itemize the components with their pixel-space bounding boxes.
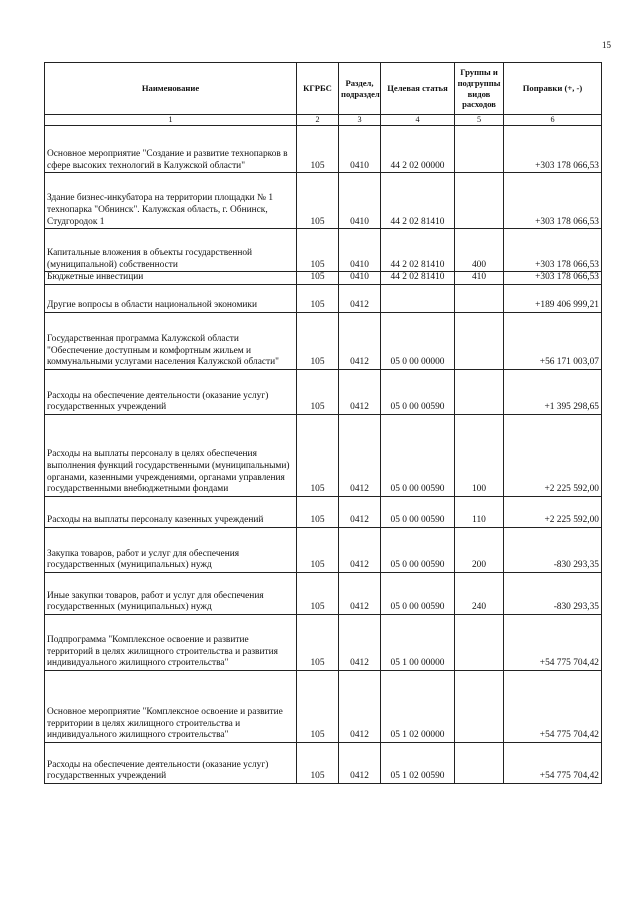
row-group: 100 <box>455 415 504 497</box>
row-target: 05 1 02 00590 <box>381 743 455 784</box>
table-row <box>45 671 602 743</box>
column-number: 5 <box>455 115 504 126</box>
column-number: 4 <box>381 115 455 126</box>
row-group <box>455 285 504 313</box>
row-name: Здание бизнес-инкубатора на территории площадки № 1 технопарка "Обнинск". Калужская область, г. Обнинск, Студгородок 1 <box>45 173 297 229</box>
row-section: 0412 <box>339 313 381 370</box>
row-section: 0412 <box>339 573 381 615</box>
row-amount: +189 406 999,21 <box>504 285 602 313</box>
row-kgrbs: 105 <box>297 229 339 272</box>
column-number: 1 <box>45 115 297 126</box>
row-target: 44 2 02 81410 <box>381 272 455 285</box>
table-row <box>45 615 602 671</box>
row-kgrbs: 105 <box>297 415 339 497</box>
header-amendments: Поправки (+, -) <box>504 63 602 115</box>
row-group <box>455 743 504 784</box>
row-target: 05 1 00 00000 <box>381 615 455 671</box>
row-section: 0412 <box>339 528 381 573</box>
row-kgrbs: 105 <box>297 743 339 784</box>
row-name: Государственная программа Калужской области "Обеспечение доступным и комфортным жильем и коммунальными услугами населения Калужской области" <box>45 313 297 370</box>
row-name: Иные закупки товаров, работ и услуг для обеспечения государственных (муниципальных) нужд <box>45 573 297 615</box>
row-name: Основное мероприятие "Комплексное освоение и развитие территории в целях жилищного строительства и индивидуального жилищного строительства" <box>45 671 297 743</box>
row-amount: +303 178 066,53 <box>504 126 602 173</box>
row-kgrbs: 105 <box>297 272 339 285</box>
table-row <box>45 285 602 313</box>
row-kgrbs: 105 <box>297 126 339 173</box>
column-number: 2 <box>297 115 339 126</box>
table-row <box>45 528 602 573</box>
table-row <box>45 573 602 615</box>
row-amount: +56 171 003,07 <box>504 313 602 370</box>
table-row <box>45 743 602 784</box>
row-kgrbs: 105 <box>297 528 339 573</box>
header-groups: Группы и подгруппы видов расходов <box>455 63 504 115</box>
row-amount: +54 775 704,42 <box>504 671 602 743</box>
row-section: 0412 <box>339 285 381 313</box>
table-row <box>45 126 602 173</box>
row-kgrbs: 105 <box>297 370 339 415</box>
row-amount: +2 225 592,00 <box>504 497 602 528</box>
row-name: Закупка товаров, работ и услуг для обеспечения государственных (муниципальных) нужд <box>45 528 297 573</box>
row-section: 0412 <box>339 743 381 784</box>
row-target: 44 2 02 00000 <box>381 126 455 173</box>
table-row <box>45 497 602 528</box>
header-target: Целевая статья <box>381 63 455 115</box>
row-kgrbs: 105 <box>297 671 339 743</box>
row-section: 0412 <box>339 370 381 415</box>
header-name: Наименование <box>45 63 297 115</box>
row-name: Подпрограмма "Комплексное освоение и развитие территорий в целях жилищного строительства и развития индивидуального жилищного строительства" <box>45 615 297 671</box>
row-name: Расходы на выплаты персоналу казенных учреждений <box>45 497 297 528</box>
row-kgrbs: 105 <box>297 615 339 671</box>
row-section: 0410 <box>339 173 381 229</box>
row-group: 110 <box>455 497 504 528</box>
header-row <box>45 63 602 115</box>
row-amount: +54 775 704,42 <box>504 615 602 671</box>
row-target: 05 0 00 00590 <box>381 528 455 573</box>
header-section: Раздел, подраздел <box>339 63 381 115</box>
row-group <box>455 615 504 671</box>
row-amount: -830 293,35 <box>504 573 602 615</box>
row-kgrbs: 105 <box>297 173 339 229</box>
row-target: 44 2 02 81410 <box>381 173 455 229</box>
table-row <box>45 173 602 229</box>
row-section: 0410 <box>339 126 381 173</box>
row-target: 05 0 00 00590 <box>381 497 455 528</box>
table-row <box>45 370 602 415</box>
row-section: 0412 <box>339 415 381 497</box>
row-group <box>455 173 504 229</box>
table-row <box>45 313 602 370</box>
row-amount: +303 178 066,53 <box>504 229 602 272</box>
row-amount: +54 775 704,42 <box>504 743 602 784</box>
row-group <box>455 370 504 415</box>
budget-amendments-table <box>44 62 602 784</box>
column-number-row <box>45 115 602 126</box>
row-amount: +303 178 066,53 <box>504 173 602 229</box>
table-row <box>45 272 602 285</box>
table-row <box>45 415 602 497</box>
row-name: Другие вопросы в области национальной экономики <box>45 285 297 313</box>
table-row <box>45 229 602 272</box>
row-target: 05 1 02 00000 <box>381 671 455 743</box>
row-target: 05 0 00 00000 <box>381 313 455 370</box>
row-kgrbs: 105 <box>297 573 339 615</box>
row-group: 410 <box>455 272 504 285</box>
column-number: 3 <box>339 115 381 126</box>
row-target <box>381 285 455 313</box>
row-section: 0412 <box>339 671 381 743</box>
row-amount: +303 178 066,53 <box>504 272 602 285</box>
row-target: 44 2 02 81410 <box>381 229 455 272</box>
row-amount: +1 395 298,65 <box>504 370 602 415</box>
row-section: 0412 <box>339 615 381 671</box>
row-target: 05 0 00 00590 <box>381 415 455 497</box>
page-number: 15 <box>602 40 611 50</box>
row-amount: -830 293,35 <box>504 528 602 573</box>
row-section: 0410 <box>339 272 381 285</box>
column-number: 6 <box>504 115 602 126</box>
row-name: Расходы на выплаты персоналу в целях обеспечения выполнения функций государственными (муниципальными) органами, казенными учреждениями, органами управления государственными внебюджетными фондами <box>45 415 297 497</box>
row-section: 0412 <box>339 497 381 528</box>
row-group: 200 <box>455 528 504 573</box>
row-name: Расходы на обеспечение деятельности (оказание услуг) государственных учреждений <box>45 370 297 415</box>
row-section: 0410 <box>339 229 381 272</box>
row-group <box>455 126 504 173</box>
row-group <box>455 671 504 743</box>
row-group <box>455 313 504 370</box>
row-group: 240 <box>455 573 504 615</box>
header-kgrbs: КГРБС <box>297 63 339 115</box>
row-name: Основное мероприятие "Создание и развитие технопарков в сфере высоких технологий в Калужской области" <box>45 126 297 173</box>
row-kgrbs: 105 <box>297 497 339 528</box>
row-kgrbs: 105 <box>297 285 339 313</box>
row-amount: +2 225 592,00 <box>504 415 602 497</box>
row-name: Бюджетные инвестиции <box>45 272 297 285</box>
row-group: 400 <box>455 229 504 272</box>
row-kgrbs: 105 <box>297 313 339 370</box>
row-name: Расходы на обеспечение деятельности (оказание услуг) государственных учреждений <box>45 743 297 784</box>
row-name: Капитальные вложения в объекты государственной (муниципальной) собственности <box>45 229 297 272</box>
row-target: 05 0 00 00590 <box>381 573 455 615</box>
row-target: 05 0 00 00590 <box>381 370 455 415</box>
